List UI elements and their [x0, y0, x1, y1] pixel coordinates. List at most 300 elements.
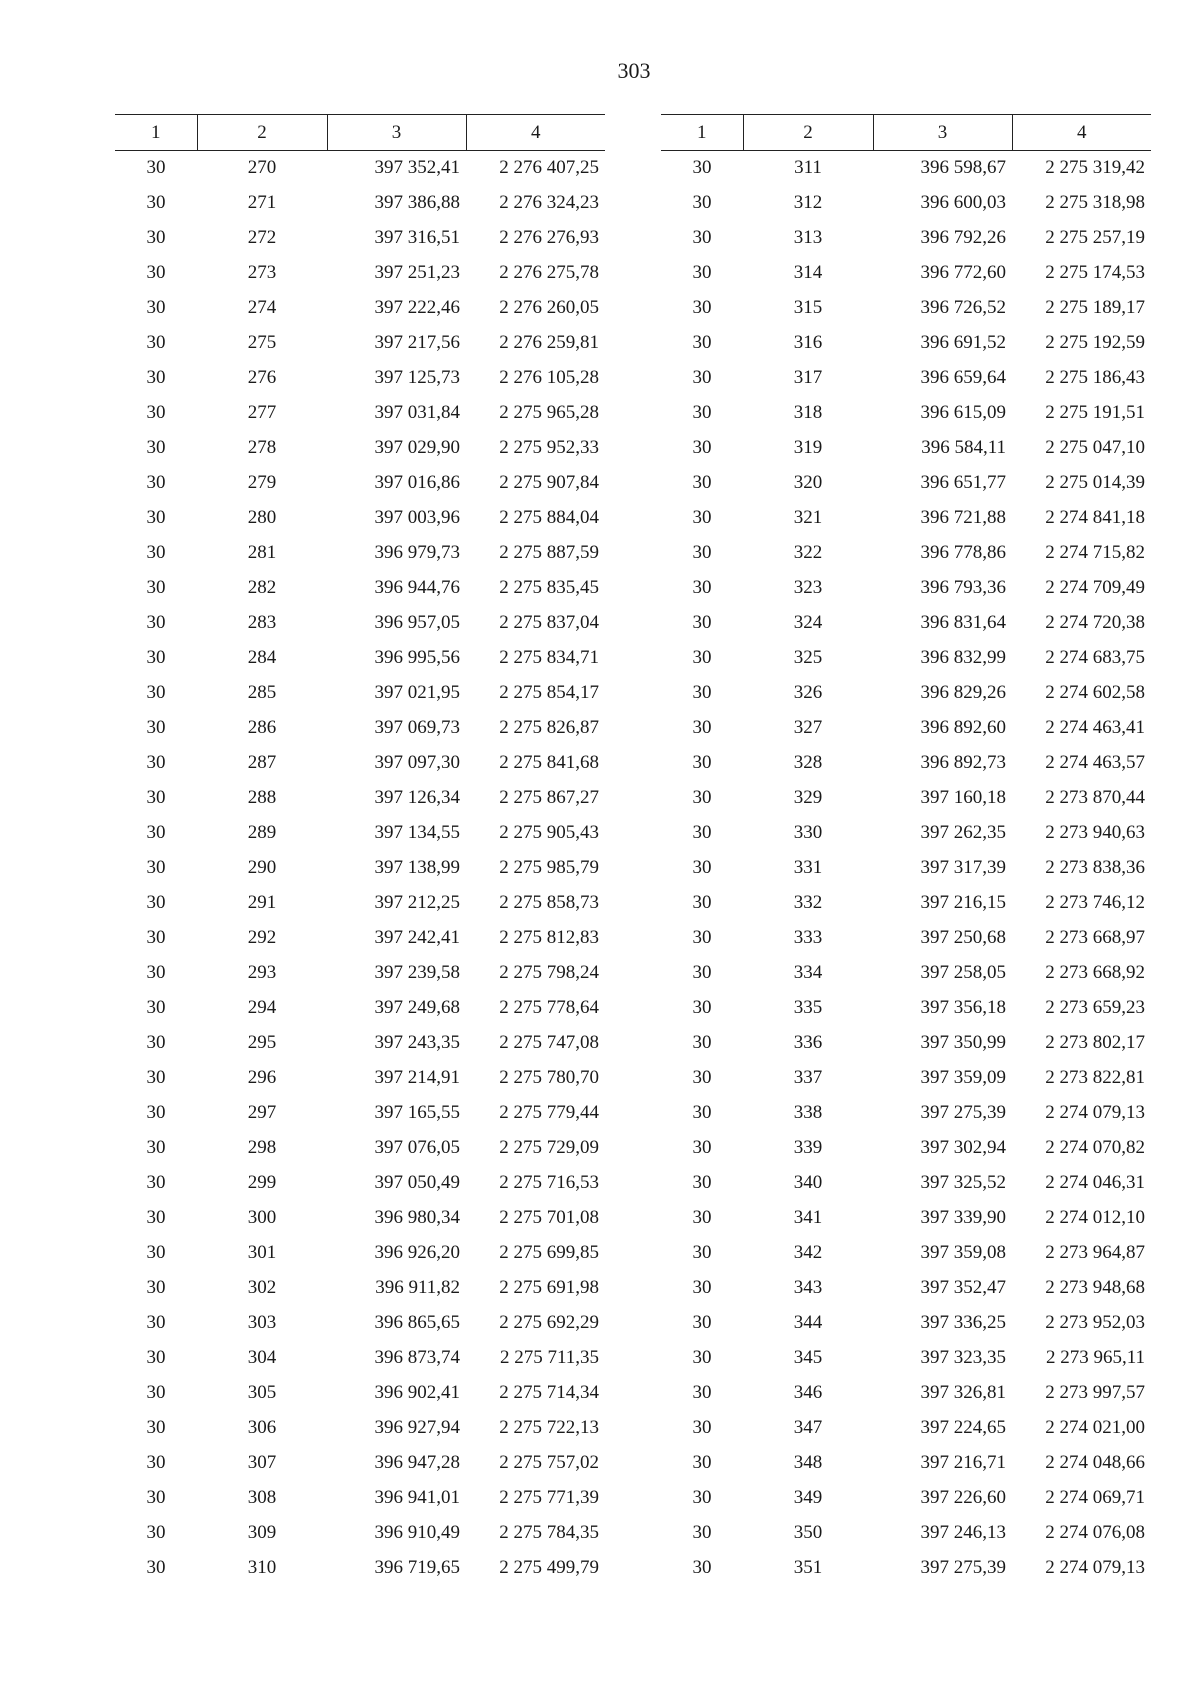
table-row [661, 851, 1151, 886]
table-cell-col-3: 397 325,52 [920, 1172, 1006, 1193]
table-row [661, 1201, 1151, 1236]
table-cell-col-2: 297 [247, 1102, 277, 1123]
table-cell-col-2: 333 [793, 927, 823, 948]
table-cell-col-4: 2 276 276,93 [499, 227, 599, 248]
table-cell-col-1: 30 [146, 1487, 166, 1508]
table-cell-col-1: 30 [692, 1207, 712, 1228]
column-header-4: 4 [466, 115, 605, 151]
table-row [661, 921, 1151, 956]
table-row [115, 1271, 605, 1306]
table-cell-col-1: 30 [692, 437, 712, 458]
table-row [115, 921, 605, 956]
table-cell-col-2: 344 [793, 1312, 823, 1333]
table-cell-col-4: 2 275 812,83 [499, 927, 599, 948]
table-cell-col-2: 338 [793, 1102, 823, 1123]
table-cell-col-2: 341 [793, 1207, 823, 1228]
table-cell-col-4: 2 275 701,08 [499, 1207, 599, 1228]
table-cell-col-2: 295 [247, 1032, 277, 1053]
table-cell-col-3: 396 778,86 [920, 542, 1006, 563]
table-cell-col-3: 397 323,35 [920, 1347, 1006, 1368]
table-cell-col-1: 30 [146, 227, 166, 248]
table-row [115, 676, 605, 711]
column-header-1: 1 [115, 115, 197, 151]
table-cell-col-1: 30 [146, 1242, 166, 1263]
table-row [661, 1236, 1151, 1271]
table-row [661, 676, 1151, 711]
table-row [661, 781, 1151, 816]
table-cell-col-2: 330 [793, 822, 823, 843]
table-cell-col-1: 30 [692, 332, 712, 353]
table-cell-col-1: 30 [692, 752, 712, 773]
table-row [661, 1376, 1151, 1411]
table-cell-col-3: 396 865,65 [374, 1312, 460, 1333]
column-header-3: 3 [327, 115, 466, 151]
table-cell-col-2: 302 [247, 1277, 277, 1298]
table-cell-col-2: 270 [247, 157, 277, 179]
table-cell-col-2: 288 [247, 787, 277, 808]
table-cell-col-2: 296 [247, 1067, 277, 1088]
table-cell-col-2: 306 [247, 1417, 277, 1438]
table-cell-col-3: 397 246,13 [920, 1522, 1006, 1543]
table-row [661, 1271, 1151, 1306]
table-cell-col-4: 2 275 714,34 [499, 1382, 599, 1403]
table-cell-col-4: 2 275 699,85 [499, 1242, 599, 1263]
table-row [661, 501, 1151, 536]
table-cell-col-3: 397 316,51 [374, 227, 460, 248]
table-cell-col-4: 2 274 463,41 [1045, 717, 1145, 738]
table-row [661, 606, 1151, 641]
table-cell-col-4: 2 275 189,17 [1045, 297, 1145, 318]
table-cell-col-1: 30 [146, 542, 166, 563]
table-header-row [115, 115, 605, 151]
table-row [115, 781, 605, 816]
table-cell-col-2: 287 [247, 752, 277, 773]
table-row [115, 956, 605, 991]
table-cell-col-3: 397 212,25 [374, 892, 460, 913]
table-body-right [661, 151, 1151, 1586]
table-row [661, 1446, 1151, 1481]
table-cell-col-1: 30 [692, 1487, 712, 1508]
table-cell-col-4: 2 273 802,17 [1045, 1032, 1145, 1053]
table-cell-col-4: 2 274 070,82 [1045, 1137, 1145, 1158]
table-cell-col-2: 335 [793, 997, 823, 1018]
table-cell-col-3: 396 726,52 [920, 297, 1006, 318]
table-cell-col-4: 2 276 259,81 [499, 332, 599, 353]
table-cell-col-3: 397 165,55 [374, 1102, 460, 1123]
table-row [661, 151, 1151, 186]
table-cell-col-3: 396 892,73 [920, 752, 1006, 773]
table-cell-col-4: 2 274 709,49 [1045, 577, 1145, 598]
table-cell-col-3: 397 050,49 [374, 1172, 460, 1193]
table-row [661, 396, 1151, 431]
table-cell-col-3: 397 352,47 [920, 1277, 1006, 1298]
table-cell-col-1: 30 [692, 1032, 712, 1053]
table-cell-col-4: 2 275 907,84 [499, 472, 599, 493]
table-cell-col-1: 30 [146, 1102, 166, 1123]
table-cell-col-1: 30 [146, 1312, 166, 1333]
table-cell-col-2: 325 [793, 647, 823, 668]
table-cell-col-3: 397 339,90 [920, 1207, 1006, 1228]
table-cell-col-3: 396 941,01 [374, 1487, 460, 1508]
column-header-3: 3 [873, 115, 1012, 151]
table-row [661, 991, 1151, 1026]
table-cell-col-4: 2 275 887,59 [499, 542, 599, 563]
table-cell-col-2: 292 [247, 927, 277, 948]
table-row [115, 1306, 605, 1341]
table-cell-col-3: 396 772,60 [920, 262, 1006, 283]
table-cell-col-1: 30 [146, 367, 166, 388]
table-cell-col-1: 30 [692, 472, 712, 493]
table-row [661, 186, 1151, 221]
table-cell-col-3: 397 029,90 [374, 437, 460, 458]
table-cell-col-2: 310 [247, 1557, 277, 1578]
table-cell-col-2: 339 [793, 1137, 823, 1158]
table-row [661, 1061, 1151, 1096]
table-cell-col-4: 2 274 046,31 [1045, 1172, 1145, 1193]
table-cell-col-3: 396 892,60 [920, 717, 1006, 738]
table-cell-col-1: 30 [146, 1522, 166, 1543]
table-cell-col-3: 397 275,39 [920, 1557, 1006, 1578]
table-cell-col-2: 303 [247, 1312, 277, 1333]
table-cell-col-2: 322 [793, 542, 823, 563]
table-cell-col-4: 2 276 324,23 [499, 192, 599, 213]
table-row [115, 431, 605, 466]
table-cell-col-2: 315 [793, 297, 823, 318]
table-cell-col-3: 396 615,09 [920, 402, 1006, 423]
table-cell-col-4: 2 275 884,04 [499, 507, 599, 528]
table-cell-col-4: 2 276 407,25 [499, 157, 599, 179]
table-cell-col-1: 30 [692, 1417, 712, 1438]
table-row [661, 816, 1151, 851]
table-cell-col-1: 30 [692, 577, 712, 598]
table-cell-col-2: 326 [793, 682, 823, 703]
table-body-left [115, 151, 605, 1586]
table-cell-col-3: 397 317,39 [920, 857, 1006, 878]
table-cell-col-1: 30 [692, 542, 712, 563]
table-row [661, 1516, 1151, 1551]
table-row [661, 1166, 1151, 1201]
table-cell-col-4: 2 274 602,58 [1045, 682, 1145, 703]
table-row [661, 361, 1151, 396]
table-cell-col-3: 396 600,03 [920, 192, 1006, 213]
table-cell-col-4: 2 275 837,04 [499, 612, 599, 633]
table-row [115, 1446, 605, 1481]
table-row [661, 711, 1151, 746]
table-cell-col-4: 2 274 720,38 [1045, 612, 1145, 633]
table-cell-col-3: 397 222,46 [374, 297, 460, 318]
table-cell-col-1: 30 [146, 1557, 166, 1578]
table-cell-col-4: 2 273 668,92 [1045, 962, 1145, 983]
table-cell-col-3: 396 832,99 [920, 647, 1006, 668]
table-cell-col-4: 2 276 105,28 [499, 367, 599, 388]
table-cell-col-1: 30 [692, 1242, 712, 1263]
table-cell-col-2: 272 [247, 227, 277, 248]
table-cell-col-3: 397 243,35 [374, 1032, 460, 1053]
table-row [115, 571, 605, 606]
table-cell-col-3: 397 250,68 [920, 927, 1006, 948]
table-cell-col-3: 397 003,96 [374, 507, 460, 528]
table-cell-col-1: 30 [146, 927, 166, 948]
table-cell-col-4: 2 275 778,64 [499, 997, 599, 1018]
table-row [661, 571, 1151, 606]
table-cell-col-4: 2 275 771,39 [499, 1487, 599, 1508]
table-cell-col-3: 397 352,41 [374, 157, 460, 179]
table-cell-col-3: 397 356,18 [920, 997, 1006, 1018]
table-cell-col-1: 30 [146, 1452, 166, 1473]
table-cell-col-3: 397 226,60 [920, 1487, 1006, 1508]
table-row [115, 1481, 605, 1516]
table-cell-col-3: 397 214,91 [374, 1067, 460, 1088]
table-cell-col-4: 2 275 186,43 [1045, 367, 1145, 388]
table-cell-col-3: 396 792,26 [920, 227, 1006, 248]
coordinates-table-left [115, 114, 605, 1586]
table-cell-col-4: 2 273 940,63 [1045, 822, 1145, 843]
table-cell-col-2: 346 [793, 1382, 823, 1403]
table-row [115, 1096, 605, 1131]
table-cell-col-2: 332 [793, 892, 823, 913]
table-cell-col-4: 2 275 722,13 [499, 1417, 599, 1438]
table-cell-col-3: 396 691,52 [920, 332, 1006, 353]
table-row [115, 501, 605, 536]
table-cell-col-2: 328 [793, 752, 823, 773]
table-cell-col-3: 397 239,58 [374, 962, 460, 983]
table-cell-col-3: 397 016,86 [374, 472, 460, 493]
table-cell-col-1: 30 [146, 1067, 166, 1088]
table-cell-col-2: 271 [247, 192, 277, 213]
table-cell-col-4: 2 275 867,27 [499, 787, 599, 808]
table-cell-col-3: 397 160,18 [920, 787, 1006, 808]
table-row [115, 606, 605, 641]
table-cell-col-4: 2 274 079,13 [1045, 1557, 1145, 1578]
table-cell-col-4: 2 273 668,97 [1045, 927, 1145, 948]
table-row [661, 221, 1151, 256]
table-row [115, 1131, 605, 1166]
table-cell-col-4: 2 274 841,18 [1045, 507, 1145, 528]
table-cell-col-3: 397 302,94 [920, 1137, 1006, 1158]
table-cell-col-1: 30 [146, 962, 166, 983]
table-cell-col-1: 30 [146, 612, 166, 633]
table-cell-col-2: 285 [247, 682, 277, 703]
table-row [115, 816, 605, 851]
table-cell-col-3: 396 911,82 [375, 1277, 460, 1298]
table-cell-col-1: 30 [146, 1032, 166, 1053]
table-row [115, 221, 605, 256]
table-cell-col-4: 2 275 711,35 [499, 1347, 599, 1368]
table-cell-col-4: 2 275 841,68 [499, 752, 599, 773]
table-cell-col-3: 396 584,11 [921, 437, 1006, 458]
table-cell-col-1: 30 [146, 1207, 166, 1228]
table-cell-col-4: 2 273 952,03 [1045, 1312, 1145, 1333]
table-cell-col-4: 2 274 069,71 [1045, 1487, 1145, 1508]
table-cell-col-4: 2 275 257,19 [1045, 227, 1145, 248]
table-cell-col-4: 2 273 948,68 [1045, 1277, 1145, 1298]
table-cell-col-3: 397 251,23 [374, 262, 460, 283]
table-cell-col-2: 314 [793, 262, 823, 283]
table-cell-col-3: 397 138,99 [374, 857, 460, 878]
table-row [115, 1236, 605, 1271]
table-cell-col-3: 396 829,26 [920, 682, 1006, 703]
table-cell-col-3: 397 076,05 [374, 1137, 460, 1158]
table-cell-col-1: 30 [692, 682, 712, 703]
table-cell-col-4: 2 275 965,28 [499, 402, 599, 423]
table-cell-col-2: 349 [793, 1487, 823, 1508]
table-cell-col-2: 309 [247, 1522, 277, 1543]
table-cell-col-2: 283 [247, 612, 277, 633]
table-cell-col-2: 289 [247, 822, 277, 843]
table-cell-col-3: 397 350,99 [920, 1032, 1006, 1053]
table-row [115, 1376, 605, 1411]
table-row [115, 1516, 605, 1551]
table-cell-col-1: 30 [692, 1067, 712, 1088]
table-cell-col-4: 2 275 047,10 [1045, 437, 1145, 458]
table-cell-col-2: 273 [247, 262, 277, 283]
table-cell-col-1: 30 [692, 1347, 712, 1368]
coordinates-table-right [661, 114, 1151, 1586]
table-cell-col-4: 2 275 784,35 [499, 1522, 599, 1543]
table-cell-col-1: 30 [692, 1102, 712, 1123]
table-cell-col-2: 312 [793, 192, 823, 213]
table-cell-col-3: 396 926,20 [374, 1242, 460, 1263]
table-row [115, 1551, 605, 1586]
table-cell-col-4: 2 274 463,57 [1045, 752, 1145, 773]
table-row [115, 151, 605, 186]
table-cell-col-4: 2 275 826,87 [499, 717, 599, 738]
table-cell-col-1: 30 [146, 1347, 166, 1368]
table-row [115, 1411, 605, 1446]
table-cell-col-2: 308 [247, 1487, 277, 1508]
table-cell-col-2: 294 [247, 997, 277, 1018]
table-row [115, 256, 605, 291]
table-cell-col-4: 2 274 683,75 [1045, 647, 1145, 668]
table-cell-col-4: 2 275 729,09 [499, 1137, 599, 1158]
table-row [115, 851, 605, 886]
table-cell-col-1: 30 [146, 682, 166, 703]
table-cell-col-3: 396 831,64 [920, 612, 1006, 633]
table-row [115, 1341, 605, 1376]
table-cell-col-4: 2 273 965,11 [1045, 1347, 1145, 1368]
table-cell-col-4: 2 273 964,87 [1045, 1242, 1145, 1263]
table-cell-col-1: 30 [692, 1522, 712, 1543]
table-cell-col-4: 2 275 192,59 [1045, 332, 1145, 353]
table-cell-col-2: 319 [793, 437, 823, 458]
table-cell-col-3: 397 242,41 [374, 927, 460, 948]
table-cell-col-3: 397 224,65 [920, 1417, 1006, 1438]
table-cell-col-4: 2 275 191,51 [1045, 402, 1145, 423]
table-cell-col-3: 396 902,41 [374, 1382, 460, 1403]
table-cell-col-2: 305 [247, 1382, 277, 1403]
table-cell-col-4: 2 275 858,73 [499, 892, 599, 913]
table-cell-col-2: 280 [247, 507, 277, 528]
table-cell-col-1: 30 [692, 822, 712, 843]
table-cell-col-4: 2 273 822,81 [1045, 1067, 1145, 1088]
table-row [115, 1061, 605, 1096]
table-cell-col-1: 30 [692, 997, 712, 1018]
table-cell-col-4: 2 275 985,79 [499, 857, 599, 878]
table-cell-col-2: 307 [247, 1452, 277, 1473]
table-cell-col-2: 324 [793, 612, 823, 633]
table-cell-col-1: 30 [692, 507, 712, 528]
table-cell-col-1: 30 [146, 332, 166, 353]
table-cell-col-1: 30 [146, 752, 166, 773]
table-cell-col-2: 281 [247, 542, 277, 563]
table-row [661, 1131, 1151, 1166]
table-cell-col-1: 30 [146, 402, 166, 423]
table-cell-col-2: 320 [793, 472, 823, 493]
table-row [661, 746, 1151, 781]
table-cell-col-3: 397 359,09 [920, 1067, 1006, 1088]
table-cell-col-2: 278 [247, 437, 277, 458]
table-cell-col-3: 396 979,73 [374, 542, 460, 563]
table-cell-col-2: 313 [793, 227, 823, 248]
table-cell-col-1: 30 [692, 262, 712, 283]
table-cell-col-2: 321 [793, 507, 823, 528]
table-cell-col-1: 30 [146, 787, 166, 808]
table-cell-col-1: 30 [146, 997, 166, 1018]
table-cell-col-3: 396 721,88 [920, 507, 1006, 528]
table-row [115, 1201, 605, 1236]
table-cell-col-1: 30 [146, 647, 166, 668]
table-row [115, 326, 605, 361]
table-cell-col-1: 30 [146, 262, 166, 283]
table-cell-col-4: 2 274 079,13 [1045, 1102, 1145, 1123]
table-cell-col-2: 282 [247, 577, 277, 598]
table-cell-col-2: 298 [247, 1137, 277, 1158]
table-cell-col-1: 30 [692, 857, 712, 878]
table-cell-col-3: 397 126,34 [374, 787, 460, 808]
table-cell-col-2: 284 [247, 647, 277, 668]
table-row [661, 1341, 1151, 1376]
table-row [115, 361, 605, 396]
table-cell-col-1: 30 [146, 1382, 166, 1403]
table-cell-col-1: 30 [146, 892, 166, 913]
table-cell-col-2: 299 [247, 1172, 277, 1193]
table-cell-col-1: 30 [692, 1137, 712, 1158]
table-row [661, 536, 1151, 571]
table-cell-col-4: 2 276 260,05 [499, 297, 599, 318]
table-cell-col-3: 397 216,71 [920, 1452, 1006, 1473]
table-cell-col-4: 2 275 014,39 [1045, 472, 1145, 493]
table-cell-col-4: 2 275 692,29 [499, 1312, 599, 1333]
table-cell-col-2: 277 [247, 402, 277, 423]
table-cell-col-4: 2 274 048,66 [1045, 1452, 1145, 1473]
table-cell-col-2: 342 [793, 1242, 823, 1263]
table-cell-col-3: 397 217,56 [374, 332, 460, 353]
table-cell-col-3: 397 125,73 [374, 367, 460, 388]
table-row [115, 711, 605, 746]
column-header-4: 4 [1012, 115, 1151, 151]
table-cell-col-1: 30 [692, 962, 712, 983]
table-row [661, 1306, 1151, 1341]
table-cell-col-2: 329 [793, 787, 823, 808]
table-cell-col-4: 2 274 076,08 [1045, 1522, 1145, 1543]
table-cell-col-3: 397 249,68 [374, 997, 460, 1018]
table-cell-col-3: 396 598,67 [920, 157, 1006, 179]
table-cell-col-2: 276 [247, 367, 277, 388]
table-cell-col-4: 2 274 715,82 [1045, 542, 1145, 563]
table-cell-col-1: 30 [146, 472, 166, 493]
table-row [661, 956, 1151, 991]
table-cell-col-4: 2 275 747,08 [499, 1032, 599, 1053]
table-row [661, 1026, 1151, 1061]
table-cell-col-2: 274 [247, 297, 277, 318]
table-cell-col-2: 304 [247, 1347, 277, 1368]
table-row [661, 1096, 1151, 1131]
column-header-2: 2 [197, 115, 327, 151]
table-row [661, 326, 1151, 361]
table-cell-col-3: 397 258,05 [920, 962, 1006, 983]
table-cell-col-2: 334 [793, 962, 823, 983]
table-cell-col-1: 30 [146, 1137, 166, 1158]
